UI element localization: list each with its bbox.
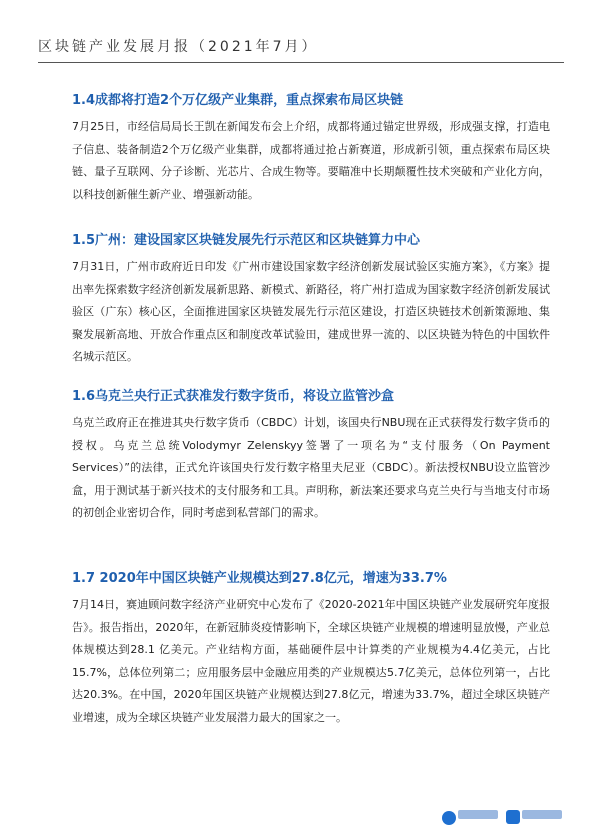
footer-partner-logo-icon bbox=[506, 810, 520, 824]
section-title: 1.5广州：建设国家区块链发展先行示范区和区块链算力中心 bbox=[72, 233, 421, 248]
section-guangzhou bbox=[72, 230, 550, 369]
section-title: 1.6乌克兰央行正式获准发行数字货币，将设立监管沙盒 bbox=[72, 389, 395, 404]
section-title: 1.7 2020年中国区块链产业规模达到27.8亿元，增速为33.7% bbox=[72, 571, 447, 586]
section-ukraine bbox=[72, 386, 550, 525]
section-body: 7月25日，市经信局局长王凯在新闻发布会上介绍，成都将通过锚定世界级，形成强支撑，打造电子信息、装备制造2个万亿级产业集群，成都将通过抢占新赛道，形成新引领，重点探索布局区块链、量子互联网、分子诊断、光芯片、合成生物等。要瞄准中长期颠覆性技术突破和产业化方向，以科技创新催生新产业、增强新动能。 bbox=[72, 120, 550, 201]
section-body: 乌克兰政府正在推进其央行数字货币（CBDC）计划，该国央行NBU现在正式获得发行数字货币的授权。乌克兰总统Volodymyr Zelenskyy签署了一项名为“支付服务（On Payment Services）”的法律，正式允许该国央行发行数字格里夫尼亚（CBDC）。新法授权NBU设立监管沙盒，用于测试基于新兴技术的支付服务和工具。声明称，新法案还要求乌克兰央行与当地支付市场的初创企业密切合作，同时考虑到私营部门的需求。 bbox=[72, 416, 550, 519]
section-body: 7月31日，广州市政府近日印发《广州市建设国家数字经济创新发展试验区实施方案》，《方案》提出率先探索数字经济创新发展新思路、新模式、新路径，将广州打造成为国家数字经济创新发展试验区（广东）核心区，全面推进国家区块链发展先行示范区建设，打造区块链技术创新策源地、集聚发展新高地、开放合作重点区和制度改革试验田，建成世界一流的、以区块链为特色的中国软件名城示范区。 bbox=[72, 260, 550, 363]
footer-partner-wordmark bbox=[522, 810, 562, 819]
section-china-scale bbox=[72, 568, 550, 729]
footer-logo-wordmark bbox=[458, 810, 498, 819]
header-divider bbox=[38, 62, 564, 63]
section-title: 1.4成都将打造2个万亿级产业集群，重点探索布局区块链 bbox=[72, 93, 404, 108]
section-chengdu bbox=[72, 90, 550, 206]
section-body: 7月14日，赛迪顾问数字经济产业研究中心发布了《2020-2021年中国区块链产业发展研究年度报告》。报告指出，2020年，在新冠肺炎疫情影响下，全球区块链产业规模的增速明显放慢，产业总体规模达到28.1 亿美元。产业结构方面，基础硬件层中计算类的产业规模为4.4亿美元，占比15.7%，总体位列第二；应用服务层中金融应用类的产业规模达5.7亿美元，总体位列第一，占比达20.3%。在中国，2020年国区块链产业规模达到27.8亿元，增速为33.7%，超过全球区块链产业增速，成为全球区块链产业发展潜力最大的国家之一。 bbox=[72, 598, 550, 724]
report-header-title: 区块链产业发展月报（2021年7月） bbox=[38, 39, 319, 55]
footer-logo-icon bbox=[442, 811, 456, 825]
